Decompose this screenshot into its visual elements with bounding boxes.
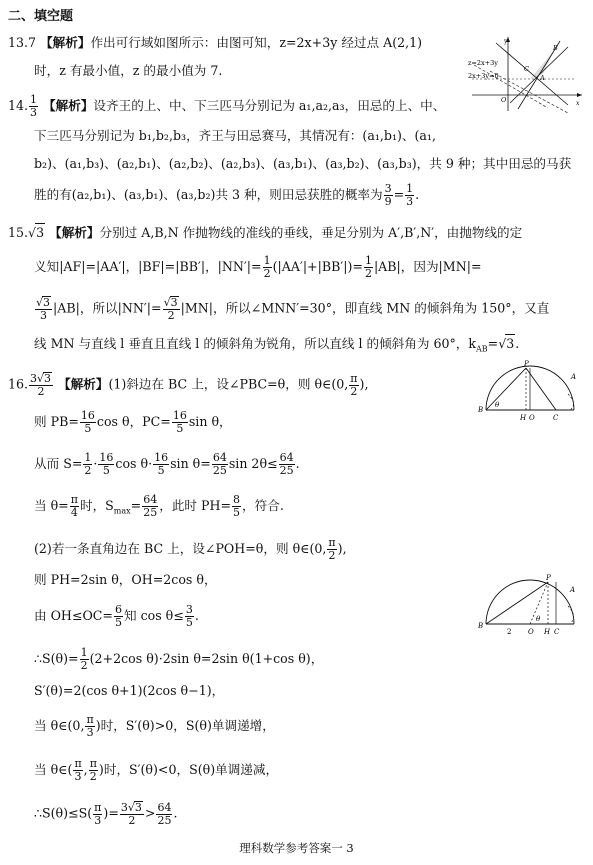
- q16-l11-f2n: π: [89, 757, 97, 770]
- q14-line3: b₂)、(a₁,b₃)、(a₂,b₁)、(a₂,b₂)、(a₂,b₃)、(a₃,b₁)、(a₃,b₂)、(a₃,b₃)，共 9 种；其中田忌的马获: [34, 156, 572, 171]
- q14-line4-text: 胜的有(a₂,b₁)、(a₃,b₁)、(a₃,b₂)共 3 种，则田忌获胜的概率为: [34, 187, 383, 202]
- q15-line3: [34, 296, 549, 322]
- q16-l12-end: .: [173, 805, 178, 821]
- fig2-label-theta: θ: [536, 615, 541, 623]
- q16-l3-e: sin 2θ≤: [228, 456, 278, 471]
- q16-l12-f2n: 64: [157, 800, 172, 814]
- q15-line2: [34, 255, 482, 280]
- q15-line4: 线 MN 与直线 l 垂直且直线 l 的倾斜角为锐角，所以直线 l 的倾斜角为 60°，$k_{AB}=√3$.: [34, 336, 520, 354]
- q16-l12-f1d: 3: [94, 813, 102, 827]
- q16-l7-f1n: 6: [114, 603, 122, 616]
- q16-l7-f2d: 5: [185, 616, 193, 629]
- q15-l2f1d: 2: [263, 267, 271, 280]
- fig1-label-p: P: [524, 360, 529, 368]
- q16-l5-close: ): [337, 541, 343, 556]
- q14-line1: [8, 94, 445, 119]
- q16-l12-root: 3: [134, 801, 142, 814]
- q16-l3-f3: [153, 452, 169, 477]
- q16-line2: [34, 410, 232, 435]
- q16-l7-f1: [114, 604, 123, 629]
- q16-l7-f2: [185, 604, 194, 629]
- q16-l10-close: ): [95, 718, 101, 733]
- q16-l7-b: 知 cos θ≤: [123, 608, 184, 623]
- q16-l12-open: (: [87, 805, 93, 821]
- q16-line7: [34, 604, 199, 629]
- q16-l3-c: cos θ·: [115, 456, 153, 471]
- q15-l4-sub: AB: [476, 344, 488, 354]
- fig2-label-h: H: [544, 628, 551, 636]
- q16-l12-eq: =: [108, 805, 119, 821]
- q16-l3-end: .: [295, 456, 300, 471]
- q15-l4-post: =: [487, 336, 499, 351]
- q15-number: 15.: [8, 225, 29, 240]
- q16-l2-f2n: 16: [172, 409, 187, 422]
- q15-l4-root: 3: [506, 336, 515, 351]
- q15-l2f2n: 1: [364, 254, 372, 267]
- q16-l1-n: π: [350, 371, 358, 385]
- q16-l12-root-num: 3√3: [120, 801, 142, 814]
- q13-number: 13.: [8, 35, 29, 50]
- q16-l7-end: .: [194, 608, 199, 623]
- q15-l3f2n-wrap: √3: [163, 296, 178, 309]
- fig2-label-a: A: [570, 586, 576, 594]
- q16-l1-d: 2: [350, 384, 358, 398]
- q16-l2-f2: [172, 410, 188, 435]
- q16-l10-n: π: [86, 713, 94, 726]
- q16-l11-f1n: π: [74, 757, 82, 770]
- q14-line4: [34, 183, 419, 208]
- q16-l11-f1d: 3: [74, 770, 82, 783]
- q14-answer: [29, 94, 38, 119]
- q16-l3-f3d: 5: [157, 464, 165, 477]
- fig1-label-theta: θ: [495, 401, 500, 409]
- q15-l2-frac1: [263, 255, 272, 280]
- q14-f2d: 3: [406, 195, 414, 208]
- q13-label-b: B: [553, 44, 558, 52]
- q16-l8-a: ∴S(θ)=: [34, 651, 79, 666]
- q16-answer-num: 3√3: [30, 372, 52, 385]
- q16-l3-f4: [212, 452, 228, 477]
- fig1-label-o: O: [529, 414, 535, 422]
- q13-label-a: A: [540, 74, 545, 82]
- q16-l10-b: 时，S′(θ)>0，S(θ)单调递增，: [100, 718, 275, 733]
- q16-ans-root: 3: [44, 372, 52, 385]
- q16-l7-a: 由 OH≤OC=: [34, 608, 113, 623]
- q15-l4-pre: 线 MN 与直线 l 垂直且直线 l 的倾斜角为锐角，所以直线 l 的倾斜角为 60°，k: [34, 336, 477, 351]
- q16-line3: [34, 452, 300, 477]
- q16-l12-den: 2: [128, 814, 136, 827]
- q15-l2-frac2: [364, 255, 373, 280]
- q16-tag: 【解析】: [58, 376, 109, 392]
- q16-l12-close: ): [103, 805, 109, 821]
- q16-line4: [34, 494, 284, 521]
- q13-answer: 7: [28, 35, 37, 50]
- q16-line10: [34, 714, 275, 739]
- q14-answer-den: 3: [30, 106, 38, 119]
- q16-l11-a: 当 θ∈: [34, 762, 68, 777]
- q16-line6: 则 PH=2sin θ，OH=2cos θ，: [34, 572, 217, 587]
- q16-line11: [34, 758, 278, 783]
- q13-eq1: z=2x+3y: [468, 59, 498, 67]
- q16-l11-open: (: [67, 762, 73, 777]
- q16-l4-f2d: 25: [143, 506, 158, 519]
- q16-l3-f1: [83, 452, 92, 477]
- q16-l4-e: ，符合.: [242, 498, 284, 513]
- q16-l4-f1d: 4: [70, 506, 78, 519]
- q16-line12: [34, 801, 177, 827]
- q13-label-y: y: [504, 38, 508, 45]
- q16-l12-a: ∴S(θ)≤S: [34, 805, 88, 821]
- q16-l11-b: 时，S′(θ)<0，S(θ)单调递减，: [103, 762, 279, 777]
- q16-l11-f2d: 2: [89, 770, 97, 783]
- q16-l5-frac: [327, 537, 336, 562]
- q16-l2-c: sin θ，: [188, 414, 232, 429]
- q14-f2n: 1: [406, 182, 414, 195]
- q16-line5: [34, 537, 347, 562]
- q14-f1d: 9: [384, 195, 392, 208]
- q16-figure-1: [478, 360, 586, 428]
- fig1-label-h: H: [520, 414, 527, 422]
- q16-l4-c: =: [130, 498, 142, 513]
- q16-l4-f3: [232, 494, 241, 519]
- q16-l3-d: sin θ=: [170, 456, 211, 471]
- q16-l2-f1: [80, 410, 96, 435]
- q16-l1-frac: [349, 373, 358, 398]
- q16-line9: S′(θ)=2(cos θ+1)(2cos θ−1)，: [34, 683, 225, 698]
- q16-l2-b: cos θ，PC=: [96, 414, 171, 429]
- q16-l12-f1: [93, 802, 102, 827]
- q15-tag: 【解析】: [49, 225, 100, 240]
- q16-l10-a: 当 θ∈: [34, 718, 68, 733]
- q14-line2: 下三匹马分别记为 b₁,b₂,b₃，齐王与田忌赛马，其情况有：(a₁,b₁)、(a₁,: [34, 128, 436, 143]
- q14-answer-num: 1: [30, 93, 38, 106]
- q15-l2f1n: 1: [263, 254, 271, 267]
- q13-eq2: 2x+3y=0: [468, 72, 499, 80]
- q16-l4-f2n: 64: [143, 493, 158, 506]
- q16-l11-close: ): [98, 762, 104, 777]
- q13-tag: 【解析】: [40, 35, 91, 50]
- fig1-label-b: B: [478, 406, 484, 414]
- q15-answer: 3: [36, 225, 45, 240]
- q15-l3f1n-wrap: √3: [36, 296, 51, 309]
- q15-l2-mid: (|AA′|+|BB′|)=: [272, 259, 363, 274]
- fig2-label-o: O: [528, 628, 534, 636]
- q16-l3-f5: [279, 452, 295, 477]
- q14-eq: =: [393, 187, 405, 202]
- q16-l4-a: 当 θ=: [34, 498, 69, 513]
- q16-l10-frac: [85, 714, 94, 739]
- q16-l4-b: 时，S: [79, 498, 114, 513]
- q16-l1-end: ,: [364, 376, 369, 392]
- q16-l8-f1d: 2: [80, 659, 88, 672]
- q15-l2-post: |AB|，因为|MN|=: [373, 259, 482, 274]
- q16-l8-f1: [80, 647, 89, 672]
- fig2-label-2: 2: [507, 628, 512, 636]
- q14-tag: 【解析】: [43, 98, 94, 113]
- q16-l8-b: (2+2cos θ)·2sin θ=2sin θ(1+cos θ)，: [89, 651, 324, 666]
- q16-l12-f2d: 25: [157, 813, 172, 827]
- q16-answer: [29, 372, 53, 398]
- q16-l4-f3d: 5: [233, 506, 241, 519]
- q14-frac-3-9: [384, 183, 393, 208]
- q16-l8-f1n: 1: [80, 646, 88, 659]
- q13-label-c: C: [524, 65, 529, 73]
- q16-l4-d: ，此时 PH=: [159, 498, 232, 513]
- q16-l3-f1n: 1: [84, 451, 92, 464]
- q16-l12-gt: >: [144, 805, 156, 821]
- q16-figure-2: [478, 568, 586, 636]
- q16-l3-f3n: 16: [154, 451, 169, 464]
- q16-l3-b: ·: [93, 456, 98, 471]
- q16-l3-f1d: 2: [84, 464, 92, 477]
- q13-label-x: x: [576, 100, 580, 107]
- q16-l11-f1: [73, 758, 82, 783]
- q16-l3-f4d: 25: [212, 464, 227, 477]
- q16-l3-f2d: 5: [102, 464, 110, 477]
- q15-l4-end: .: [515, 336, 520, 351]
- fig2-label-c: C: [554, 628, 560, 636]
- q16-l10-d: 3: [86, 726, 94, 739]
- q13-text-1: 作出可行域如图所示：由图可知，z=2x+3y 经过点 A(2,1): [90, 35, 423, 50]
- page-footer: 理科数学参考答案一 3: [239, 841, 354, 855]
- q14-text-1: 设齐王的上、中、下三匹马分别记为 a₁,a₂,a₃，田忌的上、中、: [93, 98, 446, 113]
- fig1-label-c: C: [553, 414, 559, 422]
- q16-l4-f3n: 8: [233, 493, 241, 506]
- q15-text-1: 分别过 A,B,N 作抛物线的准线的垂线，垂足分别为 A′,B′,N′，由抛物线的定: [99, 225, 523, 240]
- q16-l1-close: ): [359, 376, 365, 392]
- q16-l2-f1d: 5: [84, 422, 92, 435]
- q16-l5-end: ,: [342, 541, 347, 556]
- q14-number: 14.: [8, 98, 29, 113]
- q15-l2-pre: 义知|AF|=|AA′|，|BF|=|BB′|，|NN′|=: [34, 259, 262, 274]
- q15-l3f1n: 3: [43, 296, 51, 309]
- q16-l11-comma: ,: [83, 762, 88, 777]
- q15-line1: 15.√3 【解析】分别过 A,B,N 作抛物线的准线的垂线，垂足分别为 A′,B′,N′，由抛物线的定: [8, 225, 523, 240]
- q16-l12-coef: 3: [120, 801, 128, 814]
- q16-l5-text: (2)若一条直角边在 BC 上，设∠POH=θ，则 θ∈: [34, 541, 310, 556]
- q16-l4-f1n: π: [70, 493, 78, 506]
- fig1-label-a: A: [571, 373, 577, 381]
- q16-l1-text: (1)斜边在 BC 上，设∠PBC=θ，则 θ∈: [108, 376, 332, 392]
- q16-l2-a: 则 PB=: [34, 414, 79, 429]
- q16-ans-coef: 3: [30, 372, 38, 385]
- q16-l12-f1n: π: [94, 800, 102, 814]
- q16-l2-f2d: 5: [176, 422, 184, 435]
- q16-l3-f2: [98, 452, 114, 477]
- q15-l3-frac2: [163, 296, 180, 322]
- q16-l4-sub: max: [113, 506, 131, 516]
- q15-l3f2d: 2: [167, 309, 175, 322]
- q16-l2-f1n: 16: [80, 409, 95, 422]
- q16-l3-f5n: 64: [279, 451, 294, 464]
- q15-l3-post: |MN|，所以∠MNN′=30°，即直线 MN 的倾斜角为 150°，又直: [180, 300, 550, 316]
- q13-line2: 时，z 有最小值，z 的最小值为 7.: [34, 63, 223, 78]
- q15-l2f2d: 2: [364, 267, 372, 280]
- q15-l3f1d: 3: [40, 309, 47, 322]
- q13-label-o: O: [501, 96, 507, 104]
- q13-feasible-region-figure: [468, 33, 586, 113]
- q16-number: 16.: [8, 376, 29, 392]
- fig2-label-p: P: [546, 574, 551, 582]
- q16-ans-den: 2: [37, 385, 45, 398]
- q16-line8: [34, 647, 323, 672]
- q16-l4-f2: [142, 494, 158, 519]
- q15-l3f2n: 3: [170, 296, 178, 309]
- q16-line1: [8, 372, 368, 398]
- q16-l5-d: 2: [328, 549, 336, 562]
- q13-line1: [8, 34, 422, 52]
- fig2-label-b: B: [478, 622, 484, 630]
- q16-l7-f1d: 5: [114, 616, 122, 629]
- q16-l4-f1: [70, 494, 79, 519]
- section-title: 二、填空题: [8, 9, 74, 24]
- q16-l3-a: 从而 S=: [34, 456, 83, 471]
- q15-l3-mid: |AB|，所以|NN′|=: [53, 300, 162, 316]
- q14-end: .: [415, 187, 420, 202]
- q14-frac-1-3: [405, 183, 414, 208]
- q16-l12-f-root: [120, 801, 144, 827]
- q15-l3-frac1: [35, 296, 52, 322]
- q16-l3-f4n: 64: [212, 451, 227, 464]
- q16-l3-f2n: 16: [99, 451, 114, 464]
- q16-l12-f2: [156, 802, 172, 827]
- q16-l5-n: π: [328, 536, 336, 549]
- q16-l7-f2n: 3: [185, 603, 193, 616]
- q16-l3-f5d: 25: [279, 464, 294, 477]
- q14-f1n: 3: [384, 182, 392, 195]
- q16-l11-f2: [89, 758, 98, 783]
- q16-l10-open: (0,: [67, 718, 85, 733]
- q16-l1-open: (0,: [331, 376, 349, 392]
- q16-l5-open: (0,: [309, 541, 327, 556]
